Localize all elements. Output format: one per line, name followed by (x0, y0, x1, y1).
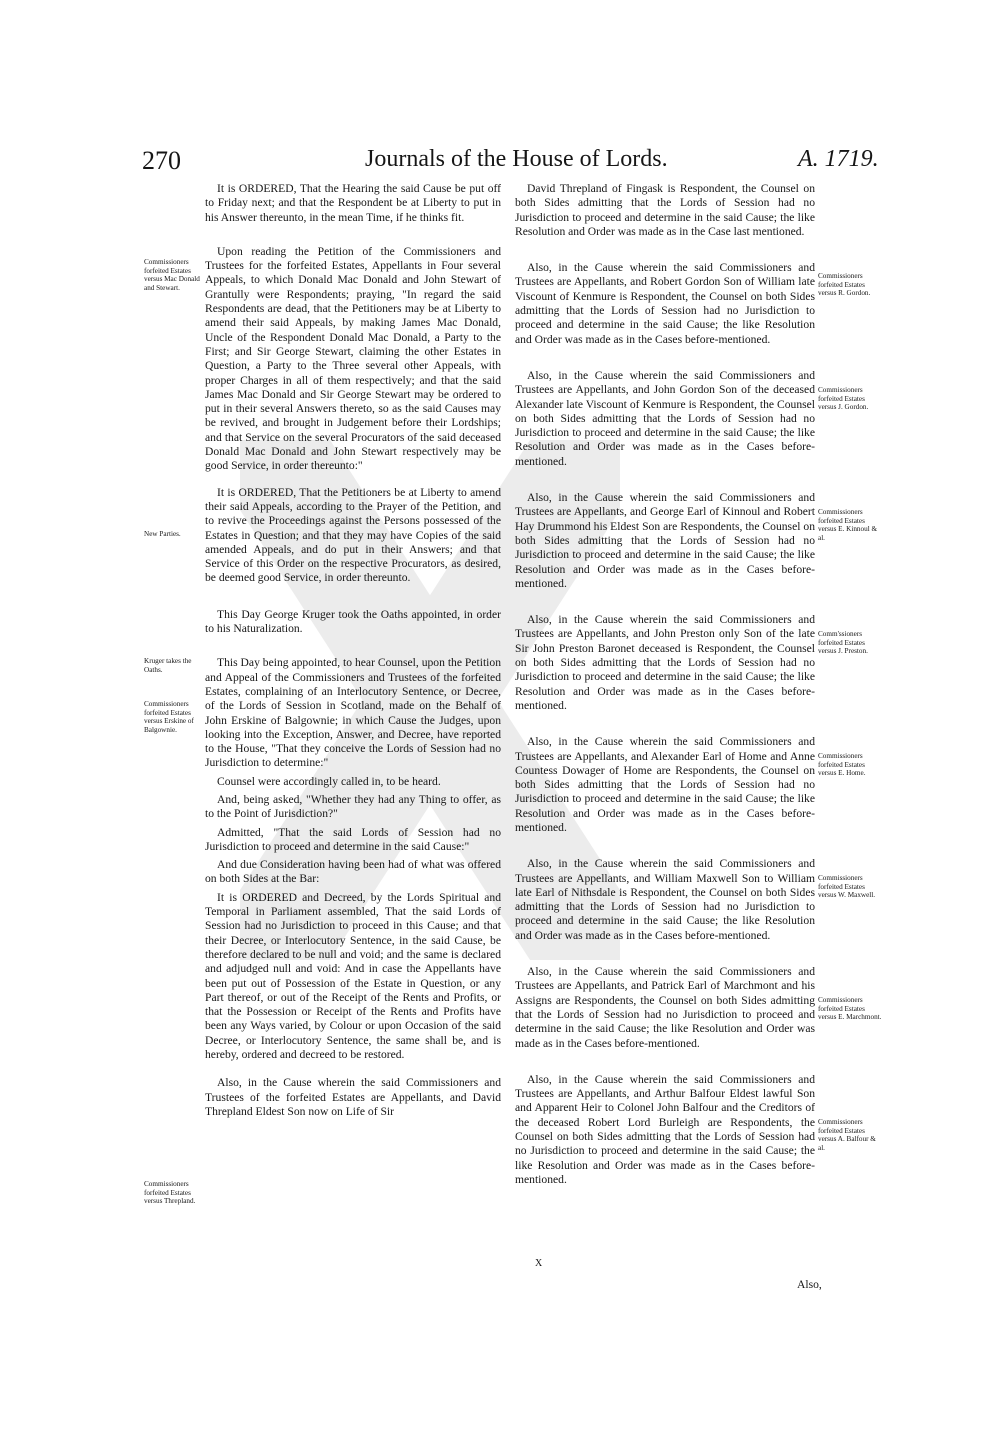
margin-note: Commissioners forfeited Estates versus J. Gordon. (818, 386, 869, 412)
catchword: Also, (797, 1278, 822, 1291)
paragraph: Also, in the Cause wherein the said Commissioners and Trustees are Appellants, and John Gordon Son of the deceased Alexander late Viscount of Kenmure is Respondent, the Counsel on both Sides admitting that the Lords of Session had no Jurisdiction to proceed and determine in the said Cause; the like Resolution and Order was made as in the Cases before-mentioned. (515, 368, 815, 468)
paragraph: Also, in the Cause wherein the said Commissioners and Trustees are Appellants, and George Earl of Kinnoul and Robert Hay Drummond his Eldest Son are Respondents, the Counsel on both Sides admitting that the Lords of Session had no Jurisdiction to proceed and determine in the said Cause; the like Resolution and Order was made as in the Cases before-mentioned. (515, 491, 815, 590)
page-title: Journals of the House of Lords. (365, 146, 668, 172)
signature-mark: X (535, 1258, 543, 1269)
left-column (205, 182, 501, 1119)
paragraph: It is ORDERED and Decreed, by the Lords Spiritual and Temporal in Parliament assembled, That the said Lords of Session had no Jurisdiction to proceed in this Cause; and that their Decree, or Interlocutory Sentence, in the said Cause, be therefore declared to be null and void; and the same is declared and adjudged null and void: And in case the Appellants have been put out of Possession of the Estate in Question, or any Part thereof, or out of the Receipt of the Rents and Profits, or that the Possession or Receipt of the Rents and Profits have been any Ways varied, by Colour or upon Occasion of the said Decree, or Interlocutory Sentence, the same shall be, and is hereby, ordered and decreed to be restored. (205, 890, 501, 1062)
paragraph: It is ORDERED, That the Petitioners be at Liberty to amend their said Appeals, according to the Prayer of the Petition, and to revive the Proceedings against the Persons possessed of the Estates in Question; and that they may have Copies of the said amended Appeals, and do put in their Answers; and that Service of this Order on the respective Procurators, as desired, be deemed good Service, in order thereunto. (205, 485, 501, 585)
paragraph: Also, in the Cause wherein the said Commissioners and Trustees are Appellants, and John Preston only Son of the late Sir John Preston Baronet deceased is Respondent, the Counsel on both Sides admitting that the Lords of Session had no Jurisdiction to proceed and determine in the said Cause; the like Resolution and Order was made as in the Cases before-mentioned. (515, 613, 815, 712)
margin-note: Commissioners forfeited Estates versus Erskine of Balgownie. (144, 700, 194, 734)
paragraph: Also, in the Cause wherein the said Commissioners and Trustees are Appellants, and Robert Gordon Son of William late Viscount of Kenmure is Respondent, the Counsel on both Sides admitting that the Lords of Session had no Jurisdiction to proceed and determine in the said Cause; the like Resolution and Order was made as in the Cases before-mentioned. (515, 261, 815, 346)
margin-note: Commissioners forfeited Estates versus E. Home. (818, 752, 866, 778)
margin-note: Commissioners forfeited Estates versus Mac Donald and Stewart. (144, 258, 200, 292)
paragraph: Also, in the Cause wherein the said Commissioners and Trustees are Appellants, and William Maxwell Son to William late Earl of Nithsdale is Respondent, the Counsel on both Sides admitting that the Lords of Session had no Jurisdiction to proceed and determine in the said Cause; the like Resolution and Order was made as in the Cases before-mentioned. (515, 857, 815, 942)
paragraph: This Day being appointed, to hear Counsel, upon the Petition and Appeal of the Commissioners and Trustees of the forfeited Estates, complaining of an Interlocutory Sentence, or Decree, of the Lords of Session in Scotland, made on the Behalf of John Erskine of Balgownie; in which Cause the Judges, upon looking into the Exception, Answer, and Decree, have reported to the House, "That they conceive the Lords of Session had no Jurisdiction to determine:" (205, 656, 501, 770)
paragraph: Admitted, "That the said Lords of Session had no Jurisdiction to proceed and determine in the said Cause:" (205, 825, 501, 853)
paragraph: Also, in the Cause wherein the said Commissioners and Trustees are Appellants, and Arthur Balfour Eldest lawful Son and Apparent Heir to Colonel John Balfour and the Creditors of the deceased Robert Lord Burleigh are Respondents, the Counsel on both Sides admitting that the Lords of Session had no Jurisdiction to proceed and determine in the said Cause; the like Resolution and Order was made as in the Cases before-mentioned. (515, 1072, 815, 1186)
margin-note: Commissioners forfeited Estates versus E. Kinnoul & al. (818, 508, 878, 542)
margin-note: Kruger takes the Oaths. (144, 657, 192, 674)
right-column (515, 182, 815, 1187)
paragraph: Also, in the Cause wherein the said Commissioners and Trustees are Appellants, and Patrick Earl of Marchmont and his Assigns are Respondents, the Counsel on both Sides admitting that the Lords of Session had no Jurisdiction to proceed and determine in the said Cause; the like Resolution and Order was made as in the Cases before-mentioned. (515, 965, 815, 1050)
margin-note: Comm'ssioners forfeited Estates versus J. Preston. (818, 630, 868, 656)
margin-note: Commissioners forfeited Estates versus A. Balfour & al. (818, 1118, 876, 1152)
paragraph: Also, in the Cause wherein the said Commissioners and Trustees of the forfeited Estates are Appellants, and David Threpland Eldest Son now on Life of Sir (205, 1076, 501, 1118)
margin-note: Commissioners forfeited Estates versus Threpland. (144, 1180, 196, 1206)
paragraph: It is ORDERED, That the Hearing the said Cause be put off to Friday next; and that the Respondent be at Liberty to put in his Answer thereunto, in the mean Time, if he thinks fit. (205, 182, 501, 224)
paragraph: And, being asked, "Whether they had any Thing to offer, as to the Point of Jurisdiction?" (205, 792, 501, 821)
paragraph: David Threpland of Fingask is Respondent, the Counsel on both Sides admitting that the Lords of Session had no Jurisdiction to proceed and determine in the said Cause; the like Resolution and Order was made as in the Case last mentioned. (515, 182, 815, 238)
paragraph: Counsel were accordingly called in, to be heard. (217, 774, 441, 788)
paragraph: This Day George Kruger took the Oaths appointed, in order to his Naturalization. (205, 607, 501, 636)
paragraph: Upon reading the Petition of the Commissioners and Trustees for the forfeited Estates, Appellants in Four several Appeals, to which Donald Mac Donald and John Stewart of Grantully were Respondents; praying, "In regard the said Respondents are dead, that the Petitioners may be at Liberty to amend their said Appeals, by making James Mac Donald, Uncle of the Respondent Donald Mac Donald, a Party to the First; and Sir George Stewart, claiming the other Estates in Question, a Party to the Three several other Appeals, with proper Charges in all of them respectively; and that the said James Mac Donald and Sir George Stewart may be ordered to put in their several Answers thereto, so as the said Causes may be revived, and brought in Judgement before their Lordships; and that Service on the several Procurators of the said deceased Donald Mac Donald and John Stewart respectively may be good Service, in order thereunto:" (205, 244, 501, 473)
margin-note: Commissioners forfeited Estates versus E. Marchmont. (818, 996, 882, 1022)
page-year: A. 1719. (798, 146, 879, 172)
page-number: 270 (142, 146, 181, 175)
paragraph: And due Consideration having been had of what was offered on both Sides at the Bar: (205, 858, 501, 886)
margin-note: New Parties. (144, 530, 181, 538)
margin-note: Commissioners forfeited Estates versus R. Gordon. (818, 272, 871, 298)
margin-note: Commissioners forfeited Estates versus W. Maxwell. (818, 874, 876, 900)
paragraph: Also, in the Cause wherein the said Commissioners and Trustees are Appellants, and Alexander Earl of Home and Anne Countess Dowager of Home are Respondents, the Counsel on both Sides admitting that the Lords of Session had no Jurisdiction to proceed and determine in the said Cause; the like Resolution and Order was made as in the Cases before-mentioned. (515, 735, 815, 834)
